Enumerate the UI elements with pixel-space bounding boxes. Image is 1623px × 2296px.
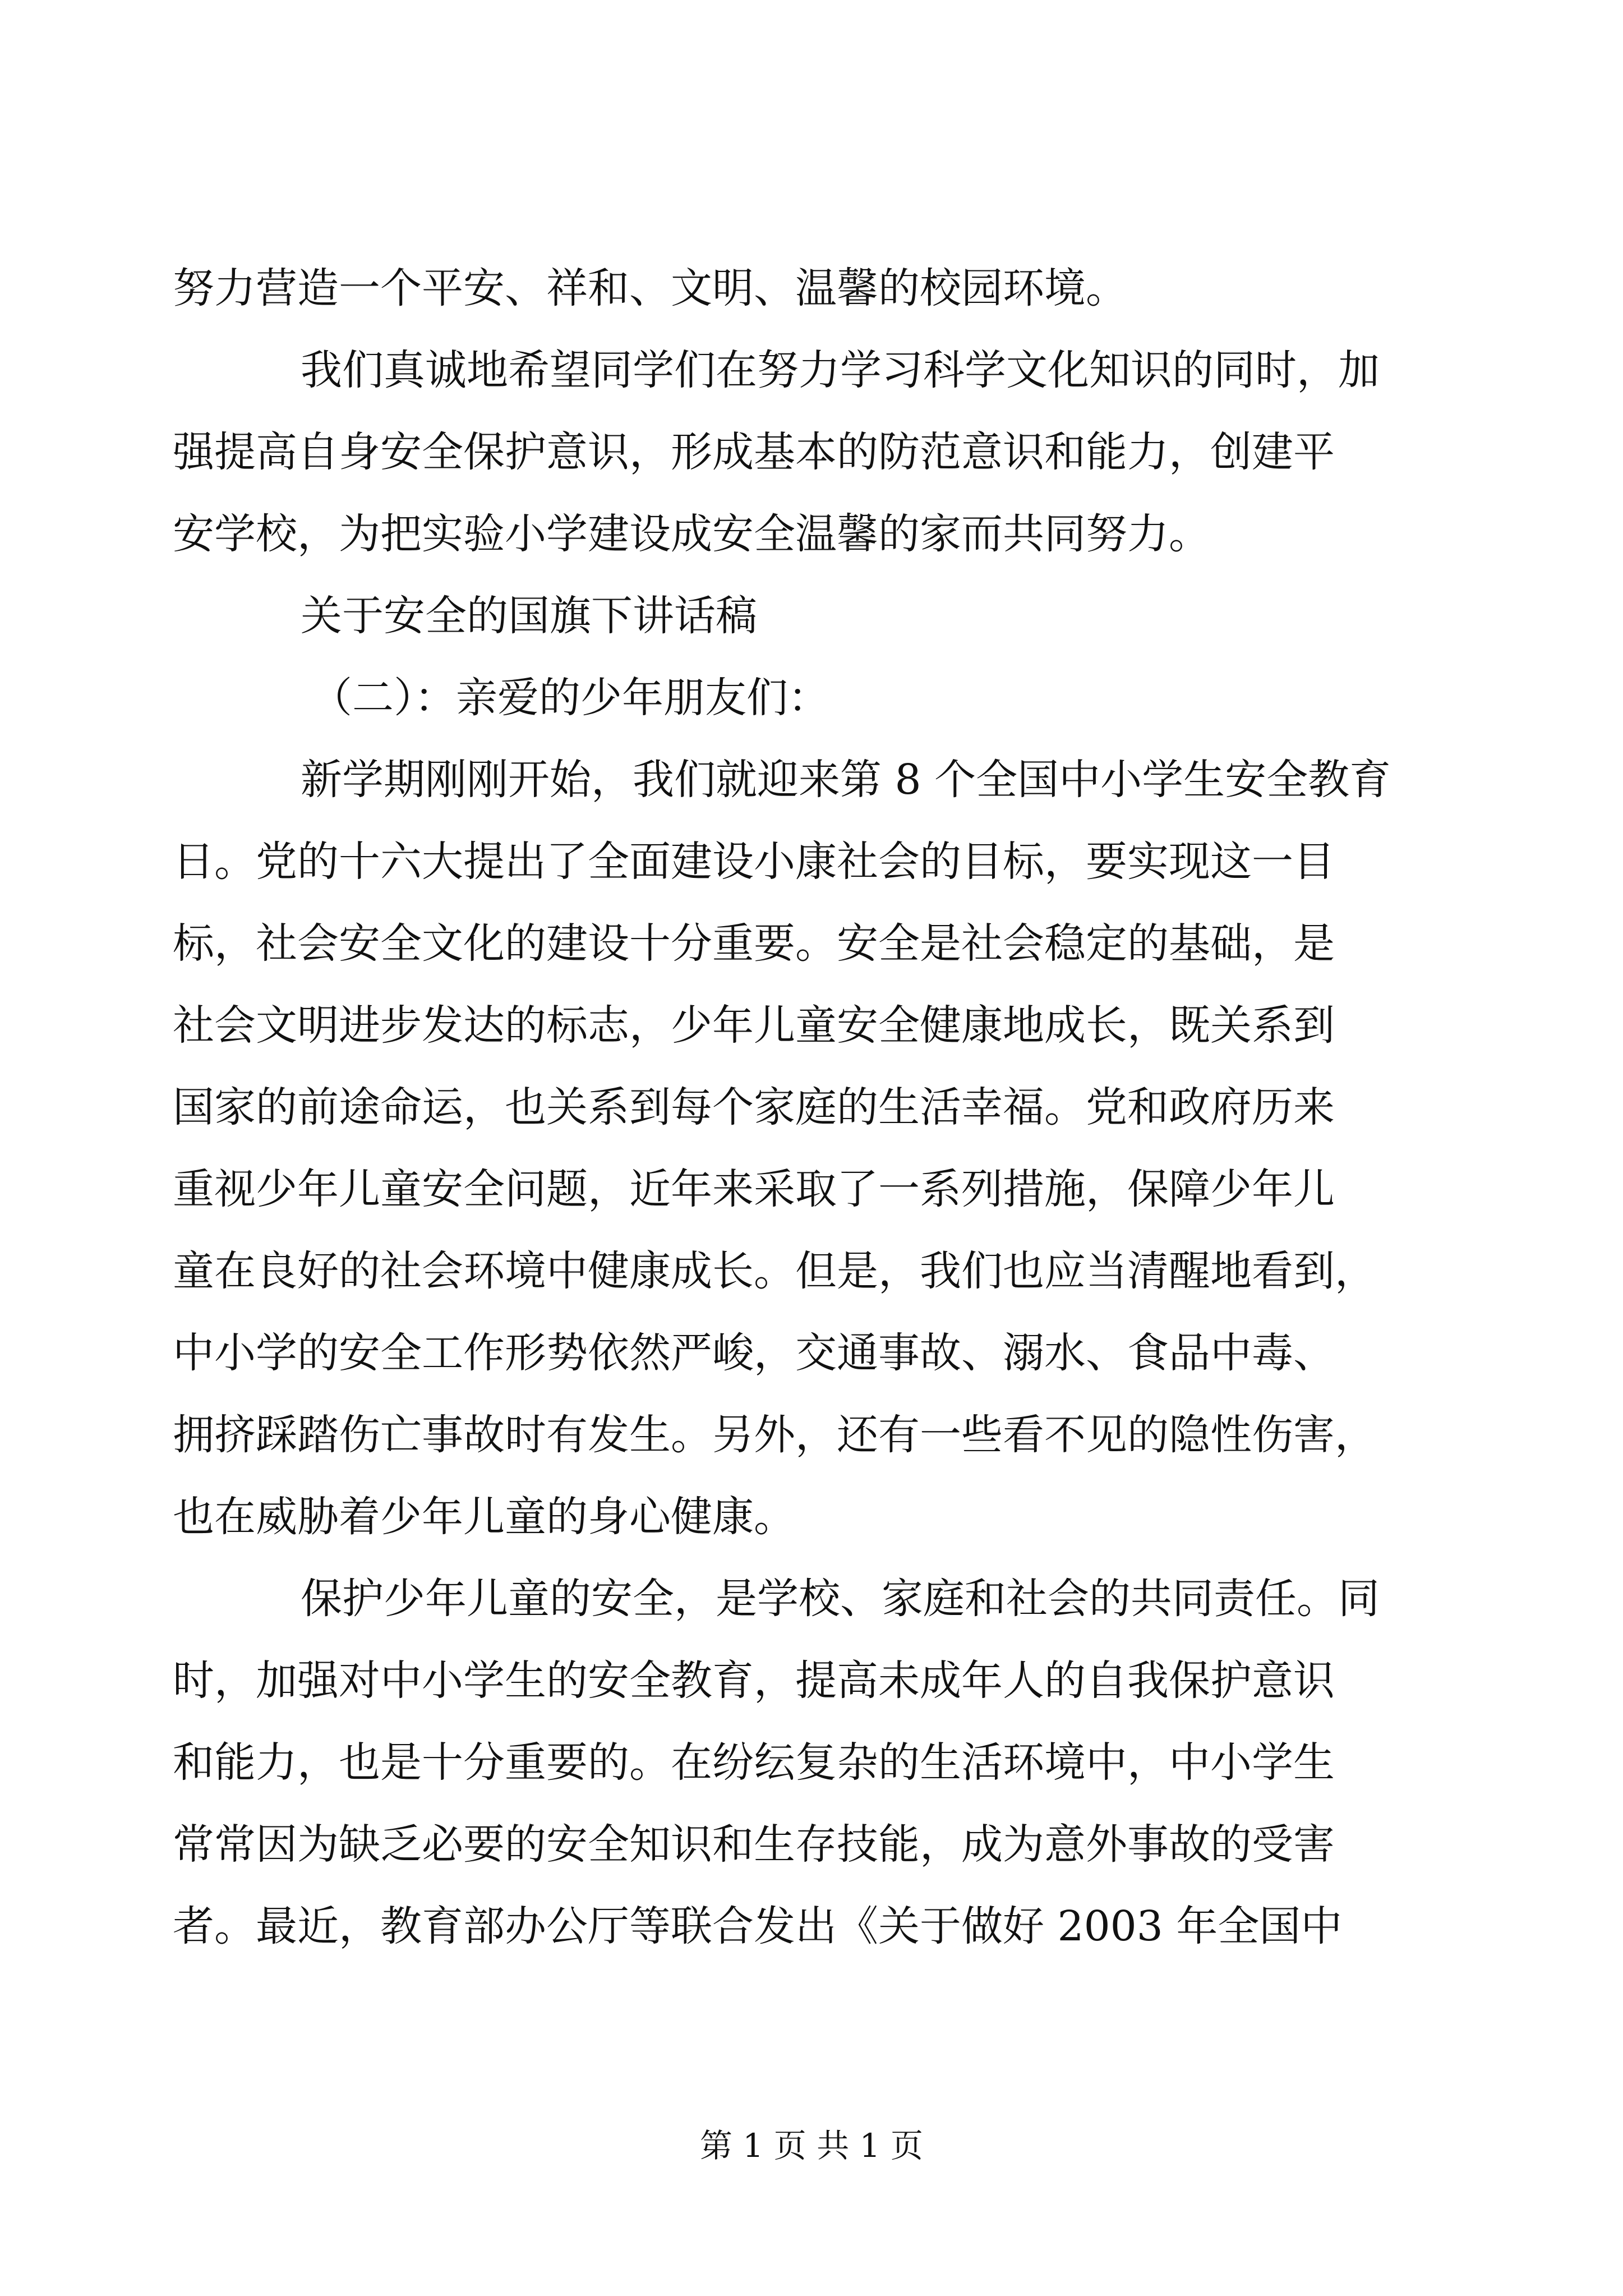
text-line: 时，加强对中小学生的安全教育，提高未成年人的自我保护意识 — [173, 1657, 1335, 1705]
text-line: 保护少年儿童的安全，是学校、家庭和社会的共同责任。同 — [301, 1575, 1380, 1623]
section-heading: 关于安全的国旗下讲话稿 — [301, 592, 757, 640]
text-line: 安学校，为把实验小学建设成安全温馨的家而共同努力。 — [173, 510, 1210, 558]
text-line: 重视少年儿童安全问题，近年来采取了一系列措施，保障少年儿 — [173, 1165, 1335, 1213]
text-line: 也在威胁着少年儿童的身心健康。 — [173, 1493, 795, 1541]
text-line: 常常因为缺乏必要的安全知识和生存技能，成为意外事故的受害 — [173, 1820, 1335, 1869]
text-line: 者。最近，教育部办公厅等联合发出《关于做好 2003 年全国中 — [173, 1902, 1343, 1950]
text-line: 我们真诚地希望同学们在努力学习科学文化知识的同时，加 — [301, 346, 1380, 394]
text-line: 和能力，也是十分重要的。在纷纭复杂的生活环境中，中小学生 — [173, 1738, 1335, 1787]
text-line: 国家的前途命运，也关系到每个家庭的生活幸福。党和政府历来 — [173, 1083, 1335, 1131]
text-line: 标，社会安全文化的建设十分重要。安全是社会稳定的基础，是 — [173, 919, 1335, 968]
section-subheading: （二）：亲爱的少年朋友们： — [311, 674, 829, 722]
text-line: 中小学的安全工作形势依然严峻，交通事故、溺水、食品中毒、 — [173, 1329, 1335, 1377]
text-line: 日。党的十六大提出了全面建设小康社会的目标，要实现这一目 — [173, 838, 1335, 886]
text-line: 努力营造一个平安、祥和、文明、温馨的校园环境。 — [173, 264, 1127, 312]
text-line: 童在良好的社会环境中健康成长。但是，我们也应当清醒地看到， — [173, 1247, 1376, 1295]
text-line: 强提高自身安全保护意识，形成基本的防范意识和能力，创建平 — [173, 428, 1335, 476]
text-line: 新学期刚刚开始，我们就迎来第 8 个全国中小学生安全教育 — [301, 756, 1391, 804]
text-line: 社会文明进步发达的标志，少年儿童安全健康地成长，既关系到 — [173, 1001, 1335, 1050]
text-line: 拥挤踩踏伤亡事故时有发生。另外，还有一些看不见的隐性伤害， — [173, 1411, 1376, 1459]
page-footer: 第 1 页 共 1 页 — [700, 2127, 923, 2165]
